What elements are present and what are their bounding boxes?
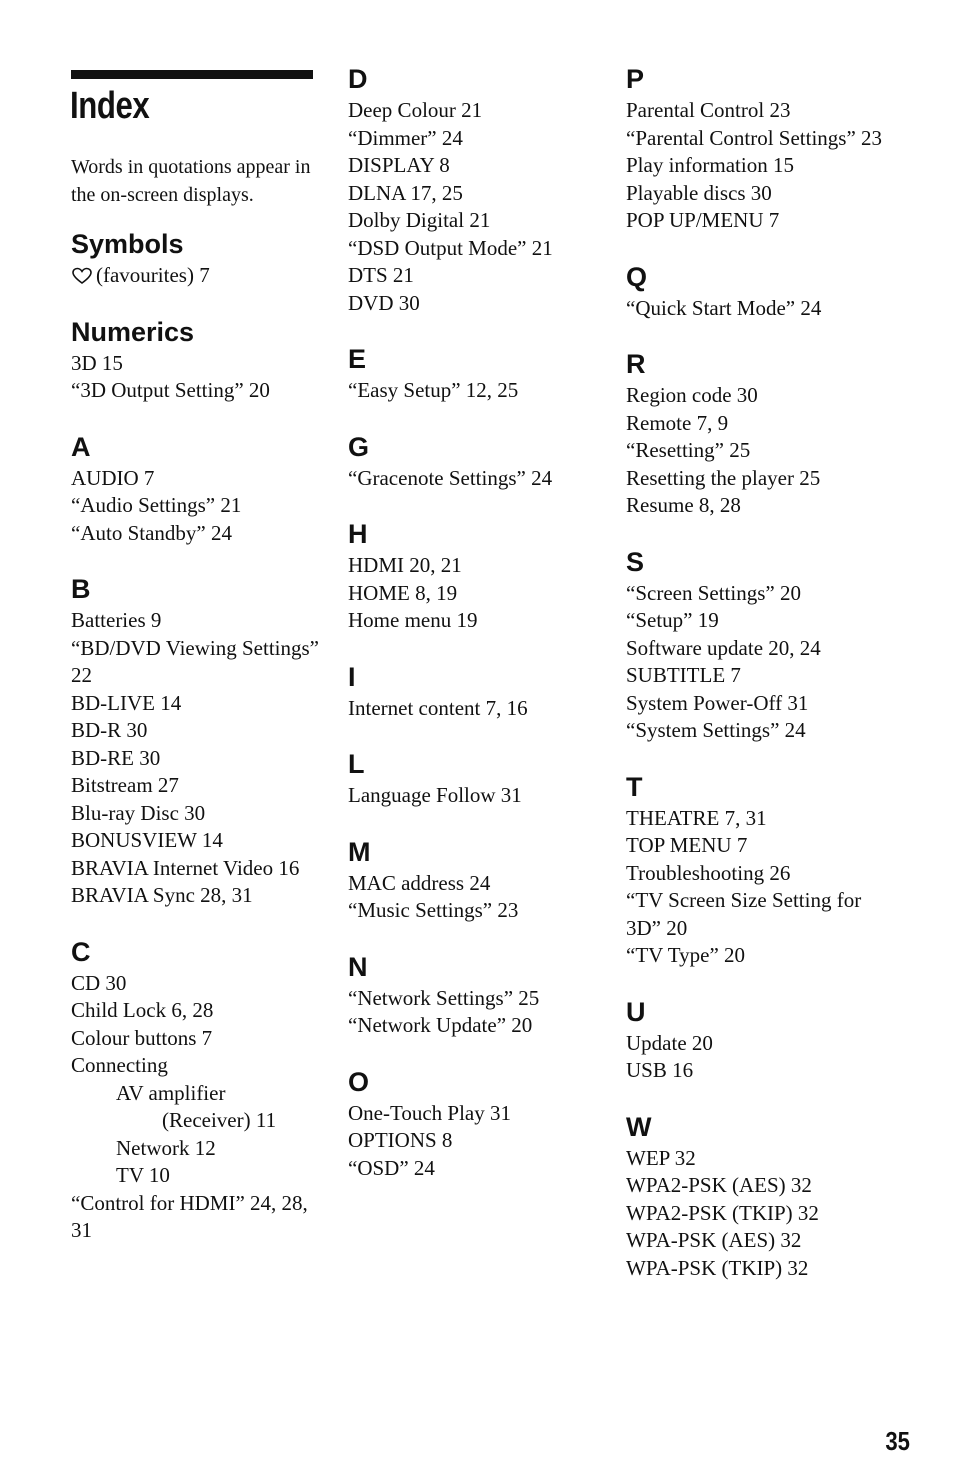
index-entry	[71, 997, 326, 1025]
entry-text: OPTIONS 8	[348, 1128, 453, 1152]
index-entry	[348, 465, 603, 493]
section-heading: L	[348, 749, 365, 779]
index-entry	[626, 125, 896, 153]
index-entry	[348, 580, 603, 608]
index-entry	[71, 1135, 326, 1163]
index-entry	[348, 152, 603, 180]
entry-text: HOME 8, 19	[348, 580, 458, 605]
section-heading: D	[348, 64, 368, 94]
index-entry	[626, 662, 896, 690]
index-entry	[348, 180, 603, 208]
index-entry	[348, 125, 603, 153]
index-entry	[626, 1030, 896, 1058]
index-entry	[71, 520, 326, 548]
section-heading: Numerics	[71, 316, 195, 347]
entry-text: AUDIO 7	[71, 465, 155, 490]
entry-text: “Gracenote Settings” 24	[348, 465, 553, 490]
entry-text: “Auto Standby” 24	[71, 520, 232, 545]
entry-text: DLNA 17, 25	[348, 180, 463, 205]
index-entry	[348, 897, 603, 925]
section-heading: N	[348, 951, 368, 982]
entry-list	[348, 782, 603, 810]
entry-text: Play information 15	[626, 153, 794, 177]
index-entry	[626, 410, 896, 438]
section-heading: U	[626, 996, 646, 1027]
index-section-d	[348, 61, 603, 317]
index-section-h	[348, 516, 603, 635]
index-entry	[71, 1190, 326, 1245]
entry-text: WPA2-PSK (AES) 32	[626, 1173, 812, 1197]
entry-text: Connecting	[71, 1053, 168, 1077]
entry-text: “System Settings” 24	[626, 718, 806, 742]
entry-text: Dolby Digital 21	[348, 208, 491, 232]
entry-text: POP UP/MENU 7	[626, 208, 780, 232]
index-entry	[626, 295, 896, 323]
index-entry	[626, 1255, 896, 1283]
index-entry	[626, 887, 896, 942]
section-heading: G	[348, 431, 370, 462]
entry-text: MAC address 24	[348, 870, 491, 895]
index-entry	[71, 350, 326, 378]
index-section-r	[626, 346, 896, 520]
index-entry	[626, 717, 896, 745]
index-section-w	[626, 1109, 896, 1283]
index-section-u	[626, 994, 896, 1085]
entry-text: SUBTITLE 7	[626, 663, 741, 687]
index-section-s	[626, 544, 896, 745]
entry-text: Software update 20, 24	[626, 635, 821, 660]
entry-text: DISPLAY 8	[348, 153, 450, 177]
index-entry	[348, 290, 603, 318]
entry-text: Network 12	[116, 1135, 216, 1160]
section-heading: S	[626, 546, 645, 577]
index-entry	[71, 1107, 326, 1135]
entry-text: “TV Type” 20	[626, 943, 746, 967]
index-entry	[626, 607, 896, 635]
entry-list	[626, 580, 896, 745]
index-entry	[348, 607, 603, 635]
entry-list	[348, 870, 603, 925]
index-section-e	[348, 341, 603, 405]
entry-text: (Receiver) 11	[162, 1108, 277, 1132]
entry-text: BRAVIA Sync 28, 31	[71, 883, 253, 907]
index-entry	[626, 1172, 896, 1200]
index-column-2	[348, 0, 603, 1206]
entry-text: Batteries 9	[71, 608, 162, 632]
entry-text: Bitstream 27	[71, 773, 179, 797]
heart-icon	[71, 265, 93, 283]
index-entry	[626, 580, 896, 608]
section-heading: R	[626, 349, 646, 379]
entry-text: “DSD Output Mode” 21	[348, 235, 553, 260]
index-entry	[71, 1162, 326, 1190]
index-entry	[348, 1012, 603, 1040]
index-entry	[348, 377, 603, 405]
entry-text: “Screen Settings” 20	[626, 580, 801, 605]
entry-text: “Quick Start Mode” 24	[626, 295, 822, 320]
index-entry	[71, 717, 326, 745]
entry-text: Troubleshooting 26	[626, 860, 791, 885]
entry-text: Deep Colour 21	[348, 98, 483, 122]
entry-text: Language Follow 31	[348, 783, 522, 807]
index-entry	[348, 870, 603, 898]
index-entry	[348, 235, 603, 263]
entry-list	[626, 382, 896, 520]
entry-text: “OSD” 24	[348, 1155, 435, 1180]
index-entry	[626, 152, 896, 180]
index-entry	[71, 635, 326, 690]
index-entry	[71, 1052, 326, 1080]
section-heading: M	[348, 836, 371, 867]
page-number: 35	[885, 1426, 910, 1456]
index-section-numerics	[71, 314, 326, 405]
section-heading: Q	[626, 261, 648, 292]
index-entry	[626, 635, 896, 663]
entry-text: BD-RE 30	[71, 745, 161, 770]
section-heading: P	[626, 64, 645, 94]
entry-list	[348, 465, 603, 493]
entry-text: Child Lock 6, 28	[71, 998, 214, 1022]
entry-text: “Control for HDMI” 24, 28, 31	[71, 1190, 308, 1242]
entry-text: System Power-Off 31	[626, 690, 809, 715]
entry-list	[626, 1145, 896, 1283]
index-entry	[71, 1025, 326, 1053]
entry-text: AV amplifier	[116, 1080, 226, 1105]
entry-text: “Dimmer” 24	[348, 125, 463, 150]
index-section-m	[348, 834, 603, 925]
entry-text: Update 20	[626, 1030, 713, 1055]
section-heading: A	[71, 431, 91, 462]
entry-list	[348, 1100, 603, 1183]
entry-list	[626, 295, 896, 323]
entry-text: Resetting the player 25	[626, 465, 821, 490]
entry-list	[626, 805, 896, 970]
entry-text: CD 30	[71, 970, 127, 995]
entry-text: “Easy Setup” 12, 25	[348, 378, 519, 402]
entry-text: “Parental Control Settings” 23	[626, 125, 883, 150]
index-section-b	[71, 571, 326, 910]
index-section-l	[348, 746, 603, 810]
entry-list	[71, 350, 326, 405]
entry-text: HDMI 20, 21	[348, 553, 462, 577]
entry-text: Resume 8, 28	[626, 493, 741, 517]
index-section-symbols	[71, 226, 326, 290]
index-entry	[626, 805, 896, 833]
index-entry	[626, 1057, 896, 1085]
index-entry	[626, 860, 896, 888]
intro-text: Words in quotations appear in the on-screen displays.	[71, 156, 311, 206]
entry-list	[348, 552, 603, 635]
section-heading: T	[626, 771, 643, 802]
entry-text: DTS 21	[348, 263, 414, 287]
entry-text: “Network Update” 20	[348, 1013, 533, 1037]
section-heading: E	[348, 344, 367, 374]
entry-list	[626, 1030, 896, 1085]
index-section-a	[71, 429, 326, 548]
index-entry	[626, 1227, 896, 1255]
index-section-o	[348, 1064, 603, 1183]
index-entry	[348, 1100, 603, 1128]
index-entry	[348, 97, 603, 125]
index-section-g	[348, 429, 603, 493]
entry-text: “BD/DVD Viewing Settings” 22	[71, 635, 320, 687]
index-section-p	[626, 61, 896, 235]
entry-text: BD-LIVE 14	[71, 690, 182, 715]
entry-text: “Network Settings” 25	[348, 985, 540, 1010]
entry-list	[348, 695, 603, 723]
index-entry	[626, 97, 896, 125]
entry-text: WPA2-PSK (TKIP) 32	[626, 1200, 819, 1225]
index-entry	[626, 465, 896, 493]
entry-list	[348, 97, 603, 317]
entry-list	[348, 377, 603, 405]
index-entry	[626, 942, 896, 970]
index-column-1	[71, 0, 326, 1269]
entry-text: DVD 30	[348, 290, 420, 315]
section-heading: I	[348, 661, 356, 692]
entry-text: BRAVIA Internet Video 16	[71, 855, 300, 880]
entry-text: “Resetting” 25	[626, 438, 751, 462]
index-entry	[626, 382, 896, 410]
entry-text: “3D Output Setting” 20	[71, 378, 270, 402]
index-entry	[71, 827, 326, 855]
entry-text: WPA-PSK (TKIP) 32	[626, 1255, 809, 1280]
entry-list	[71, 262, 326, 290]
entry-text: TV 10	[116, 1163, 170, 1187]
entry-list	[71, 465, 326, 548]
index-entry	[348, 262, 603, 290]
index-entry	[626, 180, 896, 208]
entry-text: “Music Settings” 23	[348, 898, 519, 922]
section-heading: Symbols	[71, 229, 184, 259]
index-section-n	[348, 949, 603, 1040]
entry-text: “TV Screen Size Setting for 3D” 20	[626, 888, 862, 940]
entry-text: “Setup” 19	[626, 608, 719, 632]
section-heading: O	[348, 1066, 370, 1097]
entry-list	[348, 985, 603, 1040]
index-entry	[348, 552, 603, 580]
entry-list	[626, 97, 896, 235]
index-entry	[348, 985, 603, 1013]
entry-list	[71, 970, 326, 1245]
entry-text: Home menu 19	[348, 608, 478, 632]
entry-text: Colour buttons 7	[71, 1025, 213, 1050]
index-section-q	[626, 259, 896, 323]
entry-list	[71, 607, 326, 910]
index-entry	[71, 772, 326, 800]
index-entry	[71, 492, 326, 520]
index-entry	[71, 262, 326, 290]
entry-text: “Audio Settings” 21	[71, 493, 242, 517]
entry-text: Playable discs 30	[626, 180, 772, 205]
index-entry	[626, 492, 896, 520]
index-entry	[626, 207, 896, 235]
section-heading: C	[71, 936, 91, 967]
page-title: Index	[70, 85, 150, 127]
index-entry	[71, 800, 326, 828]
entry-text: TOP MENU 7	[626, 833, 748, 857]
index-entry	[348, 695, 603, 723]
index-section-t	[626, 769, 896, 970]
index-section-c	[71, 934, 326, 1245]
entry-text: Internet content 7, 16	[348, 695, 528, 720]
entry-text: Blu-ray Disc 30	[71, 800, 206, 825]
section-heading: B	[71, 574, 91, 604]
index-entry	[71, 690, 326, 718]
entry-text: One-Touch Play 31	[348, 1100, 511, 1125]
entry-text: WPA-PSK (AES) 32	[626, 1228, 802, 1252]
index-entry	[71, 855, 326, 883]
index-entry	[71, 607, 326, 635]
entry-text: Parental Control 23	[626, 98, 791, 122]
entry-text: Remote 7, 9	[626, 410, 729, 435]
index-entry	[71, 1080, 326, 1108]
index-section-i	[348, 659, 603, 723]
entry-text: 3D 15	[71, 350, 123, 375]
index-entry	[348, 1127, 603, 1155]
index-entry	[71, 745, 326, 773]
index-entry	[71, 882, 326, 910]
index-entry	[348, 1155, 603, 1183]
entry-text: WEP 32	[626, 1145, 696, 1170]
index-entry	[626, 1145, 896, 1173]
section-heading: H	[348, 519, 368, 549]
index-entry	[71, 377, 326, 405]
index-entry	[348, 207, 603, 235]
section-heading: W	[626, 1111, 652, 1142]
entry-text: BD-R 30	[71, 718, 148, 742]
entry-text: USB 16	[626, 1058, 694, 1082]
index-entry	[71, 970, 326, 998]
index-entry	[626, 1200, 896, 1228]
index-entry	[348, 782, 603, 810]
entry-text: THEATRE 7, 31	[626, 805, 767, 830]
index-column-3	[626, 0, 896, 1306]
entry-text: Region code 30	[626, 383, 758, 407]
index-entry	[626, 437, 896, 465]
index-entry	[71, 465, 326, 493]
index-entry	[626, 832, 896, 860]
entry-text: (favourites) 7	[96, 263, 210, 287]
index-entry	[626, 690, 896, 718]
entry-text: BONUSVIEW 14	[71, 828, 223, 852]
